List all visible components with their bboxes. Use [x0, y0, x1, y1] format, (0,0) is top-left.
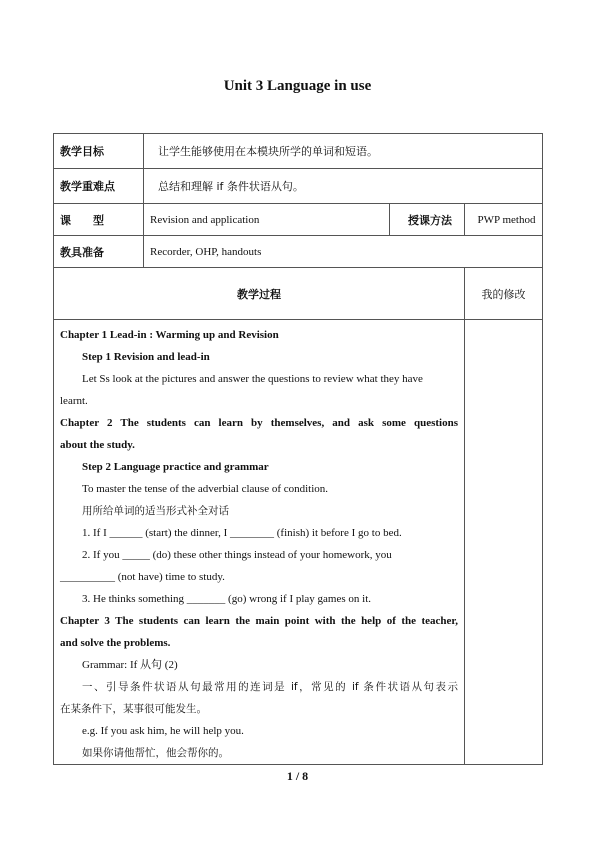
exercise-item-3: 3. He thinks something _______ (go) wrong if I play games on it.: [82, 593, 372, 605]
key-points-value: 总结和理解 if 条件状语从句。: [144, 169, 543, 204]
exercise-item-2: 2. If you _____ (do) these other things instead of your homework, you: [82, 549, 392, 561]
objective-row: [54, 134, 543, 169]
chapter-3-heading-cont: and solve the problems.: [60, 637, 171, 649]
page-title: Unit 3 Language in use: [223, 78, 372, 94]
lesson-type-row: [54, 204, 543, 236]
exercise-item-1: 1. If I ______ (start) the dinner, I ________ (finish) it before I go to bed.: [82, 527, 402, 539]
objective-label: 教学目标: [54, 134, 144, 169]
materials-row: [54, 236, 543, 268]
teaching-method-label: 授课方法: [390, 204, 465, 236]
objective-value: 让学生能够使用在本模块所学的单词和短语。: [144, 134, 543, 169]
step-2-text: To master the tense of the adverbial clause of condition.: [82, 483, 329, 495]
exercise-item-2-cont: __________ (not have) time to study.: [60, 571, 225, 583]
page-number: 1 / 8: [286, 769, 309, 783]
process-heading: 教学过程: [54, 268, 465, 320]
step-1-heading: Step 1 Revision and lead-in: [82, 351, 210, 363]
lesson-type-label: 课 型: [54, 204, 144, 236]
chapter-2-heading: Chapter 2 The students can learn by themselves, and ask some questions: [60, 417, 458, 429]
revision-notes-cell: [465, 320, 543, 765]
grammar-rule-cont: 在某条件下，某事很可能发生。: [60, 703, 207, 715]
step-1-text: Let Ss look at the pictures and answer the questions to review what they have: [82, 373, 423, 385]
revision-heading: 我的修改: [465, 268, 543, 320]
teaching-method-value: PWP method: [465, 204, 543, 236]
lesson-plan-table: [53, 133, 543, 765]
lesson-type-value: Revision and application: [144, 204, 390, 236]
grammar-rule: 一、引导条件状语从句最常用的连词是 if，常见的 if 条件状语从句表示: [82, 681, 458, 693]
process-content: [54, 320, 465, 765]
process-header-row: [54, 268, 543, 320]
key-points-label: 教学重难点: [54, 169, 144, 204]
step-2-heading: Step 2 Language practice and grammar: [82, 461, 269, 473]
chapter-2-heading-cont: about the study.: [60, 439, 135, 451]
materials-label: 教具准备: [54, 236, 144, 268]
chapter-1-heading: Chapter 1 Lead-in : Warming up and Revision: [60, 329, 279, 341]
key-points-row: [54, 169, 543, 204]
step-1-text-cont: learnt.: [60, 395, 88, 407]
process-body-row: [54, 320, 543, 765]
example-translation: 如果你请他帮忙，他会帮你的。: [82, 747, 229, 759]
chapter-3-heading: Chapter 3 The students can learn the main point with the help of the teacher,: [60, 615, 458, 627]
example-sentence: e.g. If you ask him, he will help you.: [82, 725, 244, 737]
grammar-heading: Grammar: If 从句 (2): [82, 659, 178, 671]
exercise-instruction: 用所给单词的适当形式补全对话: [82, 505, 229, 517]
materials-value: Recorder, OHP, handouts: [144, 236, 543, 268]
